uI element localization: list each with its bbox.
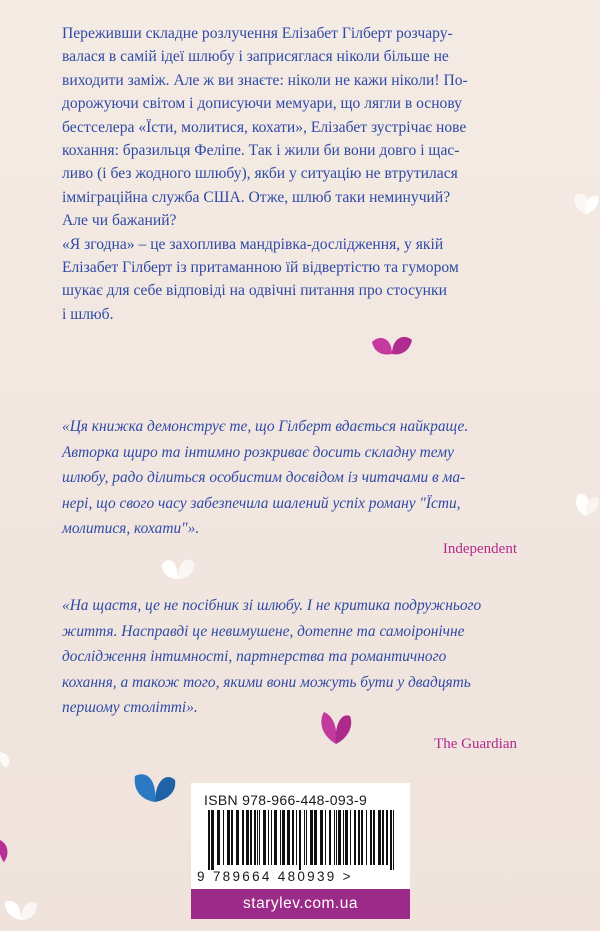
barcode-bar bbox=[246, 810, 249, 865]
petal-pink-icon bbox=[370, 334, 414, 364]
barcode-bar bbox=[334, 810, 335, 865]
publisher-website: starylev.com.ua bbox=[191, 889, 410, 919]
barcode-bar bbox=[370, 810, 372, 865]
review-quote-independent bbox=[62, 414, 532, 542]
barcode-bar bbox=[338, 810, 341, 865]
barcode-bar bbox=[263, 810, 266, 865]
barcode-bar bbox=[373, 810, 375, 865]
barcode-bar bbox=[223, 810, 224, 865]
barcode-bar bbox=[259, 810, 260, 865]
barcode-bar bbox=[268, 810, 269, 865]
barcode-digits: 9 789664 480939 > bbox=[197, 869, 353, 884]
description-line: Переживши складне розлучення Елізабет Гілберт розчару- bbox=[62, 25, 453, 42]
petal-white-icon bbox=[572, 490, 600, 520]
petal-blue-icon bbox=[133, 770, 177, 810]
barcode-bar bbox=[336, 810, 337, 865]
barcode-bar bbox=[208, 810, 210, 870]
barcode-bar bbox=[345, 810, 348, 865]
quote-line: першому столітті». bbox=[62, 699, 198, 716]
barcode-bar bbox=[361, 810, 363, 865]
quote-line: Авторка щиро та інтимно розкриває досить складну тему bbox=[62, 443, 454, 461]
quote-line: молитися, кохати"». bbox=[62, 520, 200, 537]
barcode-bar bbox=[350, 810, 351, 865]
petal-white-icon bbox=[3, 898, 39, 924]
barcode-bar bbox=[325, 810, 326, 865]
description-line: виходити заміж. Але ж ви знаєте: ніколи не кажи ніколи! По- bbox=[62, 71, 468, 89]
barcode-bar bbox=[343, 810, 344, 865]
barcode-bar bbox=[242, 810, 244, 865]
barcode-bar bbox=[296, 810, 297, 865]
review-quote-guardian bbox=[62, 593, 532, 721]
petal-pink-icon bbox=[0, 838, 10, 864]
description-line: дорожуючи світом і дописуючи мемуари, що лягли в основу bbox=[62, 95, 462, 113]
barcode-bar bbox=[227, 810, 230, 865]
isbn-barcode-block bbox=[191, 783, 410, 889]
isbn-number: ISBN 978-966-448-093-9 bbox=[204, 792, 368, 808]
quote-line: життя. Насправді це невимушене, дотепне та самоіронічне bbox=[62, 622, 465, 640]
description-line: валася в самій ідеї шлюбу і заприсяглася ніколи більше не bbox=[62, 48, 449, 66]
barcode-bar bbox=[280, 810, 281, 865]
barcode-bar bbox=[386, 810, 388, 865]
description-line: шукає для себе відповіді на одвічні питання про стосунки bbox=[62, 282, 447, 300]
barcode-bar bbox=[358, 810, 360, 865]
barcode-bar bbox=[393, 810, 394, 870]
barcode-bar bbox=[236, 810, 239, 865]
barcode-bar bbox=[378, 810, 381, 865]
description-line: Елізабет Гілберт із притаманною їй відвертістю та гумором bbox=[62, 259, 459, 277]
quote-line: «Ця книжка демонструє те, що Гілберт вдається найкраще. bbox=[62, 418, 469, 435]
book-description bbox=[62, 22, 534, 326]
barcode-bar bbox=[211, 810, 214, 870]
review-source: Independent bbox=[442, 541, 517, 557]
barcode-bar bbox=[231, 810, 233, 865]
barcode-bar bbox=[271, 810, 272, 865]
barcode-bar bbox=[329, 810, 331, 865]
description-line: і шлюб. bbox=[62, 305, 114, 323]
barcode-bar bbox=[390, 810, 392, 870]
barcode-bar bbox=[310, 810, 313, 865]
petal-white-icon bbox=[160, 555, 196, 585]
quote-line: нері, що свого часу забезпечила шалений успіх роману "Їсти, bbox=[62, 494, 461, 512]
barcode-bar bbox=[366, 810, 367, 865]
petal-white-icon bbox=[572, 190, 600, 218]
barcode-bar bbox=[299, 810, 301, 870]
quote-line: «На щастя, це не посібник зі шлюбу. І не критика подружнього bbox=[62, 597, 482, 614]
description-line: кохання: бразильця Феліпе. Так і жили би вони довго і щас- bbox=[62, 142, 460, 160]
barcode-bar bbox=[254, 810, 256, 865]
quote-line: кохання, а також того, якими вони можуть бути у двадцять bbox=[62, 673, 471, 691]
barcode-bar bbox=[250, 810, 252, 865]
description-line: ливо (і без жодного шлюбу), якби у ситуацію не втрутилася bbox=[62, 165, 458, 183]
petal-pink-icon bbox=[318, 710, 354, 748]
barcode-bar bbox=[274, 810, 277, 865]
barcode-bar bbox=[257, 810, 258, 865]
review-source: The Guardian bbox=[434, 736, 517, 752]
barcode-bar bbox=[287, 810, 290, 865]
barcode-icon bbox=[208, 810, 394, 870]
quote-line: дослідження інтимності, партнерства та романтичного bbox=[62, 648, 447, 665]
description-line: Але чи бажаний? bbox=[62, 212, 177, 230]
barcode-bar bbox=[282, 810, 285, 865]
barcode-bar bbox=[354, 810, 356, 865]
barcode-bar bbox=[320, 810, 323, 865]
description-line: бестселера «Їсти, молитися, кохати», Елізабет зустрічає нове bbox=[62, 118, 467, 136]
barcode-bar bbox=[314, 810, 317, 865]
petal-white-icon bbox=[0, 750, 14, 770]
barcode-bar bbox=[304, 810, 305, 865]
barcode-bar bbox=[217, 810, 220, 865]
barcode-bar bbox=[292, 810, 294, 865]
description-line: «Я згодна» – це захоплива мандрівка-дослідження, у якій bbox=[62, 235, 444, 253]
barcode-bar bbox=[382, 810, 384, 865]
quote-line: шлюбу, радо ділиться особистим досвідом із читачами в ма- bbox=[62, 469, 466, 486]
description-line: імміграційна служба США. Отже, шлюб таки неминучий? bbox=[62, 188, 451, 206]
barcode-bar bbox=[306, 810, 307, 865]
